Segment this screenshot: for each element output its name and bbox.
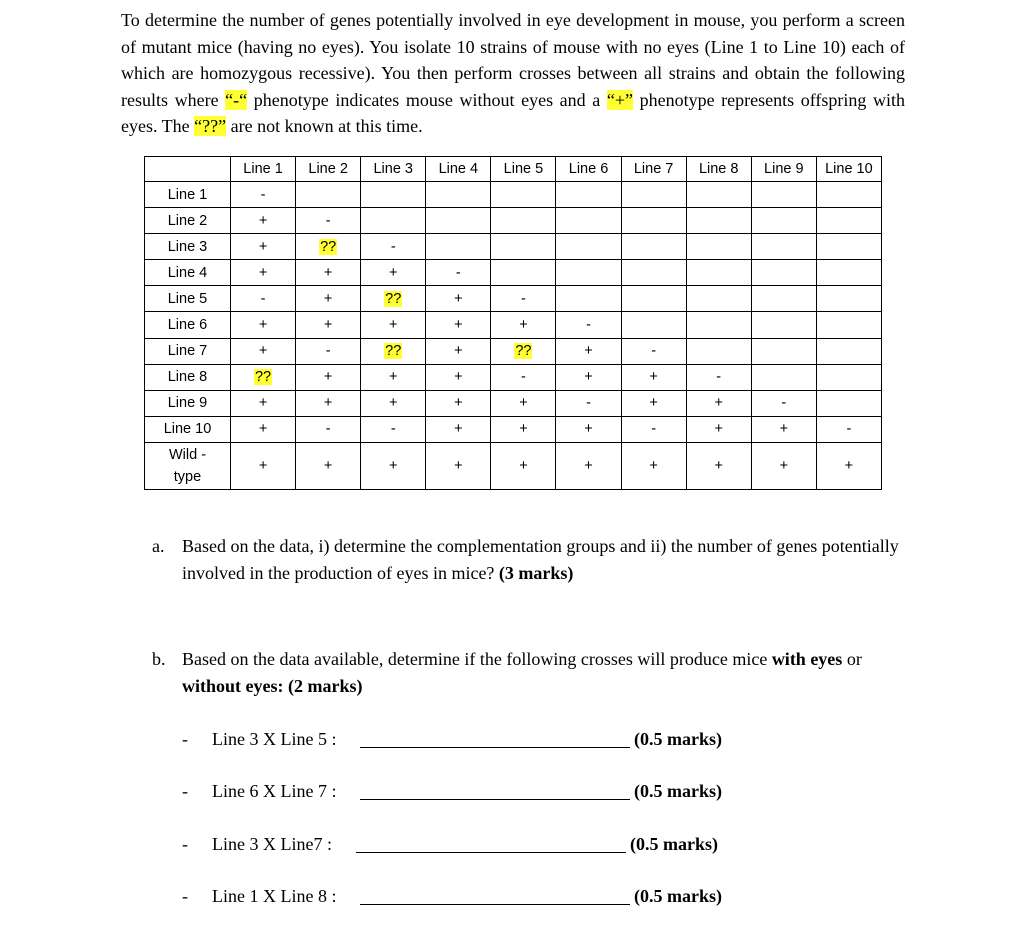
result-cell [686, 234, 751, 260]
row-label-wildtype [145, 442, 231, 489]
result-cell [751, 416, 816, 442]
result-cell [296, 416, 361, 442]
column-header: Line 8 [686, 157, 751, 182]
result-value: ?? [385, 343, 402, 360]
result-cell [556, 182, 621, 208]
result-cell [621, 390, 686, 416]
result-cell: + [491, 442, 556, 489]
result-cell [361, 286, 426, 312]
result-cell [621, 312, 686, 338]
result-cell [296, 338, 361, 364]
result-cell [686, 260, 751, 286]
cross-1-answer-blank[interactable] [360, 747, 630, 748]
result-value: + [389, 264, 398, 281]
result-value: ?? [385, 290, 402, 307]
cross-4-bullet: - [182, 886, 188, 906]
result-cell [426, 234, 491, 260]
result-cell [491, 312, 556, 338]
column-header: Line 2 [296, 157, 361, 182]
result-cell [556, 416, 621, 442]
result-cell [296, 234, 361, 260]
result-cell [361, 338, 426, 364]
intro-text-1: To determine the number of genes potentially involved in eye development in mouse, you perform a screen of mutant mice (having no eyes). You isolate 10 strains of mouse with no eyes (Line 1 to Line 10) each of which are homozygous recessive). You then perform crosses between all strains and obtain the following results where [121, 10, 905, 110]
result-cell [491, 208, 556, 234]
row-label: Line 4 [145, 260, 231, 286]
result-value: + [323, 369, 333, 386]
table-row [145, 312, 882, 338]
table-corner-cell [145, 157, 231, 182]
wildtype-label-line1: Wild - [168, 446, 207, 463]
cross-3-answer-blank[interactable] [356, 852, 626, 853]
result-value: - [390, 421, 396, 438]
result-value: + [454, 343, 463, 360]
row-label: Line 10 [145, 416, 231, 442]
column-header: Line 5 [491, 157, 556, 182]
result-cell [426, 364, 491, 390]
result-value: - [390, 238, 396, 255]
cross-3-marks: (0.5 marks) [630, 834, 718, 854]
result-cell: + [361, 442, 426, 489]
table-row [145, 416, 882, 442]
cross-2-marks: (0.5 marks) [634, 781, 722, 801]
result-cell [361, 182, 426, 208]
result-cell: + [751, 442, 816, 489]
result-value: + [389, 317, 398, 334]
result-cell [426, 286, 491, 312]
cross-item-1 [182, 729, 742, 755]
result-cell [751, 182, 816, 208]
result-cell [751, 364, 816, 390]
result-cell [296, 312, 361, 338]
result-value: + [454, 369, 463, 386]
result-cell [621, 286, 686, 312]
minus-symbol-highlight: “-“ [225, 89, 248, 110]
result-value: + [584, 369, 593, 386]
question-a-marks: (3 marks) [498, 562, 574, 583]
result-cell [621, 416, 686, 442]
question-b-without-eyes: without eyes: [182, 675, 284, 696]
unknown-symbol-highlight: “??” [194, 116, 227, 137]
result-cell [621, 338, 686, 364]
result-value: + [258, 421, 268, 438]
table-row [145, 286, 882, 312]
result-value: - [651, 421, 657, 438]
table-row [145, 182, 882, 208]
result-value: - [586, 395, 591, 412]
result-value: ?? [320, 238, 337, 255]
result-cell: + [686, 442, 751, 489]
cross-1-label: Line 3 X Line 5 : [212, 729, 337, 749]
result-cell [361, 260, 426, 286]
row-label: Line 3 [145, 234, 231, 260]
result-cell [231, 364, 296, 390]
result-cell [816, 234, 881, 260]
row-label: Line 6 [145, 312, 231, 338]
cross-4-answer-blank[interactable] [360, 904, 630, 905]
result-value: - [521, 290, 526, 307]
question-b-label: b. [152, 649, 166, 669]
result-cell [686, 416, 751, 442]
result-cell [296, 364, 361, 390]
cross-1-marks: (0.5 marks) [634, 729, 722, 749]
result-value: - [325, 343, 331, 360]
question-a-text [182, 533, 902, 586]
result-cell [686, 390, 751, 416]
result-cell [361, 234, 426, 260]
result-cell [361, 312, 426, 338]
cross-3-label: Line 3 X Line7 : [212, 834, 332, 854]
result-value: - [325, 421, 331, 438]
result-value: + [258, 238, 268, 255]
result-cell [686, 286, 751, 312]
result-cell [491, 416, 556, 442]
intro-text-3: phenotype represents offspring with eyes. The [121, 89, 905, 137]
result-value: + [258, 343, 268, 360]
result-cell: + [231, 442, 296, 489]
result-cell [491, 286, 556, 312]
result-cell [556, 234, 621, 260]
result-value: + [389, 369, 398, 386]
result-cell: + [816, 442, 881, 489]
result-cell [231, 416, 296, 442]
result-cell [426, 338, 491, 364]
intro-text-4: are not known at this time. [226, 116, 423, 137]
result-cell [556, 390, 621, 416]
result-cell [361, 364, 426, 390]
result-value: + [519, 421, 528, 438]
column-header: Line 9 [751, 157, 816, 182]
table-row [145, 364, 882, 390]
result-value: + [519, 317, 528, 334]
result-cell: + [426, 442, 491, 489]
result-cell [231, 390, 296, 416]
result-value: + [454, 395, 463, 412]
result-value: - [455, 264, 461, 281]
row-label: Line 8 [145, 364, 231, 390]
table-body [145, 182, 882, 490]
result-value: + [258, 395, 268, 412]
question-b-marks: (2 marks) [288, 675, 363, 696]
complementation-table [144, 156, 882, 490]
row-label: Line 9 [145, 390, 231, 416]
result-cell: + [556, 442, 621, 489]
result-value: ?? [254, 369, 272, 386]
question-b-with-eyes: with eyes [771, 649, 843, 669]
cross-4-marks: (0.5 marks) [634, 886, 722, 906]
column-header: Line 1 [231, 157, 296, 182]
cross-2-bullet: - [182, 781, 188, 801]
result-cell [426, 312, 491, 338]
result-cell: + [621, 442, 686, 489]
result-value: + [649, 395, 658, 412]
result-value: - [781, 395, 787, 412]
result-cell [751, 208, 816, 234]
result-cell [751, 286, 816, 312]
result-cell [686, 208, 751, 234]
question-b-text [182, 646, 902, 699]
result-value: + [649, 369, 658, 386]
result-value: + [323, 264, 333, 281]
result-cell [231, 312, 296, 338]
result-cell [491, 390, 556, 416]
table-row [145, 260, 882, 286]
row-label: Line 7 [145, 338, 231, 364]
intro-paragraph [121, 7, 905, 140]
result-value: + [258, 264, 268, 281]
result-cell [556, 312, 621, 338]
table-row [145, 234, 882, 260]
result-cell [816, 312, 881, 338]
result-value: - [260, 186, 266, 203]
result-cell [426, 416, 491, 442]
result-cell [231, 208, 296, 234]
result-cell [621, 234, 686, 260]
column-header: Line 7 [621, 157, 686, 182]
result-value: - [521, 369, 526, 386]
result-cell [231, 182, 296, 208]
table-row [145, 338, 882, 364]
result-cell [556, 338, 621, 364]
question-b-or: or [842, 649, 862, 669]
result-cell [621, 208, 686, 234]
result-cell [231, 338, 296, 364]
cross-4-label: Line 1 X Line 8 : [212, 886, 337, 906]
cross-item-4 [182, 886, 742, 912]
result-value: + [519, 395, 528, 412]
row-label: Line 2 [145, 208, 231, 234]
result-value: + [389, 395, 398, 412]
result-cell [491, 234, 556, 260]
result-value: + [584, 343, 593, 360]
result-cell [816, 338, 881, 364]
result-cell [686, 312, 751, 338]
result-value: + [323, 290, 333, 307]
wildtype-label-line2: type [173, 468, 202, 485]
question-b-body: Based on the data available, determine if the following crosses will produce mice [182, 649, 772, 669]
cross-3-bullet: - [182, 834, 188, 854]
result-cell [816, 416, 881, 442]
result-value: + [454, 290, 463, 307]
row-label: Line 5 [145, 286, 231, 312]
result-value: - [846, 421, 852, 438]
result-cell [296, 286, 361, 312]
result-cell [361, 390, 426, 416]
cross-2-answer-blank[interactable] [360, 799, 630, 800]
result-cell [621, 260, 686, 286]
question-a-body: Based on the data, i) determine the complementation groups and ii) the number of genes potentially involved in the production of eyes in mice? [182, 536, 899, 583]
question-a [152, 533, 912, 589]
cross-1-bullet: - [182, 729, 188, 749]
result-cell [816, 182, 881, 208]
result-cell [816, 364, 881, 390]
table-row-wildtype [145, 442, 882, 489]
result-cell [426, 182, 491, 208]
row-label: Line 1 [145, 182, 231, 208]
intro-text-2: phenotype indicates mouse without eyes and a [247, 89, 607, 110]
result-cell [491, 338, 556, 364]
result-cell [556, 286, 621, 312]
result-value: + [454, 317, 463, 334]
question-a-label: a. [152, 536, 165, 556]
result-value: + [584, 421, 593, 438]
result-cell [556, 364, 621, 390]
result-cell [751, 260, 816, 286]
result-cell [296, 182, 361, 208]
result-value: - [260, 290, 266, 307]
result-cell [426, 260, 491, 286]
result-cell [751, 234, 816, 260]
result-cell [426, 208, 491, 234]
column-header: Line 6 [556, 157, 621, 182]
result-value: + [323, 395, 333, 412]
result-value: + [714, 395, 723, 412]
plus-symbol-highlight: “+” [606, 89, 633, 110]
result-cell [556, 260, 621, 286]
result-cell [751, 390, 816, 416]
cross-2-label: Line 6 X Line 7 : [212, 781, 337, 801]
column-header: Line 4 [426, 157, 491, 182]
cross-item-2 [182, 781, 742, 807]
result-value: + [323, 317, 333, 334]
table-header-row [145, 157, 882, 182]
result-cell [556, 208, 621, 234]
result-cell [751, 312, 816, 338]
cross-item-3 [182, 834, 742, 860]
result-cell [231, 260, 296, 286]
result-cell [816, 260, 881, 286]
result-cell [426, 390, 491, 416]
result-cell [816, 390, 881, 416]
result-value: + [714, 421, 723, 438]
result-value: + [779, 421, 789, 438]
result-cell [361, 208, 426, 234]
column-header: Line 10 [816, 157, 881, 182]
result-cell [816, 286, 881, 312]
result-cell [686, 338, 751, 364]
result-value: - [586, 317, 591, 334]
table-row [145, 208, 882, 234]
column-header: Line 3 [361, 157, 426, 182]
result-cell: + [296, 442, 361, 489]
result-cell [296, 208, 361, 234]
result-cell [296, 390, 361, 416]
result-value: - [325, 212, 331, 229]
table-row [145, 390, 882, 416]
result-cell [686, 364, 751, 390]
result-value: ?? [515, 343, 532, 360]
result-value: + [454, 421, 463, 438]
result-value: + [258, 317, 268, 334]
result-cell [491, 182, 556, 208]
result-cell [231, 234, 296, 260]
result-cell [296, 260, 361, 286]
result-value: - [651, 343, 657, 360]
result-cell [231, 286, 296, 312]
result-cell [751, 338, 816, 364]
result-cell [621, 364, 686, 390]
result-cell [816, 208, 881, 234]
question-b [152, 646, 912, 702]
result-cell [686, 182, 751, 208]
result-cell [491, 364, 556, 390]
result-value: - [716, 369, 722, 386]
result-cell [491, 260, 556, 286]
result-cell [361, 416, 426, 442]
result-value: + [258, 212, 268, 229]
result-cell [621, 182, 686, 208]
